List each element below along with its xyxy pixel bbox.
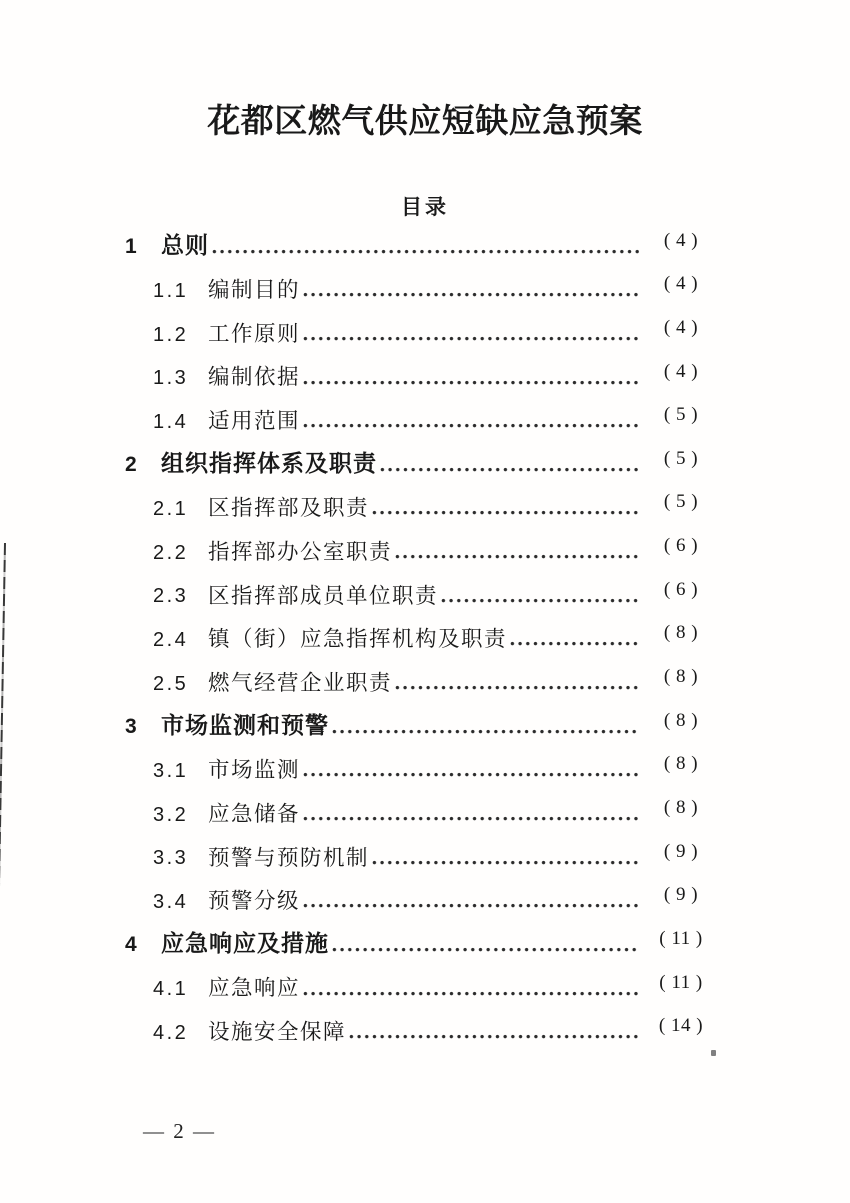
toc-entry xyxy=(125,608,718,652)
toc-entry-page: ( 9 ) xyxy=(663,840,699,862)
dot-leader xyxy=(349,1034,639,1039)
document-title: 花都区燃气供应短缺应急预案 xyxy=(207,104,643,140)
toc-entry xyxy=(125,346,718,390)
toc-entry-page: ( 4 ) xyxy=(663,273,699,295)
toc-entry-title: 预警分级 xyxy=(208,889,301,914)
toc-entry-title: 预警与预防机制 xyxy=(208,845,370,870)
toc-entry-title: 编制目的 xyxy=(208,278,301,303)
dot-leader xyxy=(212,249,639,254)
toc-entry-page: ( 9 ) xyxy=(663,884,699,906)
dot-leader xyxy=(303,292,639,297)
dot-leader xyxy=(303,772,639,777)
toc-entry-number: 1.1 xyxy=(153,279,189,302)
toc-entry-number: 1.2 xyxy=(153,323,189,346)
scan-artifact-line xyxy=(0,543,6,1193)
dot-leader xyxy=(303,816,639,821)
toc-entry xyxy=(125,564,718,608)
toc-entry-title: 镇（街）应急指挥机构及职责 xyxy=(208,627,508,652)
toc-entry xyxy=(125,302,718,346)
toc-entry-title: 市场监测 xyxy=(208,758,301,783)
toc-entry-title: 应急储备 xyxy=(208,801,301,826)
toc-entry-title: 工作原则 xyxy=(208,321,301,346)
toc-entry-number: 3 xyxy=(125,715,137,739)
toc-entry-number: 3.2 xyxy=(153,803,189,826)
toc-entry-page: ( 8 ) xyxy=(663,753,699,775)
toc-entry-page: ( 5 ) xyxy=(663,491,699,513)
dot-leader xyxy=(332,947,639,952)
dot-leader xyxy=(441,598,639,603)
toc-entry-number: 3.1 xyxy=(153,759,189,782)
toc-entry xyxy=(125,695,718,739)
toc-entry-page: ( 11 ) xyxy=(659,971,703,993)
dot-leader xyxy=(372,510,639,515)
toc-entry xyxy=(125,957,718,1001)
toc-entry-title: 组织指挥体系及职责 xyxy=(161,450,377,477)
dot-leader xyxy=(303,903,639,908)
toc-entry xyxy=(125,870,718,914)
toc-entry xyxy=(125,782,718,826)
toc-entry-number: 2 xyxy=(125,453,137,477)
scan-artifact-speck xyxy=(711,1050,716,1056)
toc-entry-number: 4 xyxy=(125,933,137,957)
toc-entry-page: ( 8 ) xyxy=(663,666,699,688)
dot-leader xyxy=(380,467,639,472)
toc-entry-title: 编制依据 xyxy=(208,365,301,390)
toc-entry-number: 2.5 xyxy=(153,672,189,695)
toc-entry-title: 适用范围 xyxy=(208,409,301,434)
toc-entry-title: 设施安全保障 xyxy=(208,1020,347,1045)
toc-entry xyxy=(125,826,718,870)
dot-leader xyxy=(332,729,639,734)
toc-entry-number: 1.4 xyxy=(153,410,189,433)
toc-entry-number: 3.4 xyxy=(153,890,189,913)
toc-entry xyxy=(125,433,718,477)
toc-entry xyxy=(125,1001,718,1045)
dot-leader xyxy=(303,991,639,996)
toc-entry-number: 4.1 xyxy=(153,978,189,1001)
toc-entry-page: ( 8 ) xyxy=(663,622,699,644)
toc-entry-page: ( 8 ) xyxy=(663,796,699,818)
toc-entry-page: ( 11 ) xyxy=(659,927,703,949)
dot-leader xyxy=(303,336,639,341)
toc-entry-page: ( 5 ) xyxy=(663,447,699,469)
toc-entry-number: 2.1 xyxy=(153,498,189,521)
toc-entry-number: 2.3 xyxy=(153,585,189,608)
dot-leader xyxy=(395,685,639,690)
toc-entry-page: ( 14 ) xyxy=(658,1015,704,1037)
toc-entry-page: ( 4 ) xyxy=(663,360,699,382)
toc-entry-number: 4.2 xyxy=(153,1021,189,1044)
toc-entry-title: 指挥部办公室职责 xyxy=(208,540,393,565)
toc-entry-title: 总则 xyxy=(161,231,209,258)
toc-entry xyxy=(125,477,718,521)
toc-list xyxy=(125,215,718,1044)
toc-entry-page: ( 8 ) xyxy=(663,709,699,731)
dot-leader xyxy=(372,860,639,865)
toc-entry-page: ( 5 ) xyxy=(663,404,699,426)
toc-entry-number: 2.2 xyxy=(153,541,189,564)
toc-entry-title: 区指挥部成员单位职责 xyxy=(208,583,439,608)
toc-heading: 目录 xyxy=(401,196,449,219)
toc-entry-title: 区指挥部及职责 xyxy=(208,496,370,521)
toc-entry-number: 1 xyxy=(125,235,137,259)
toc-entry xyxy=(125,651,718,695)
toc-entry xyxy=(125,259,718,303)
toc-entry-page: ( 4 ) xyxy=(663,316,699,338)
toc-entry-page: ( 6 ) xyxy=(663,578,699,600)
toc-entry-title: 应急响应及措施 xyxy=(161,930,329,957)
toc-entry xyxy=(125,520,718,564)
toc-entry-title: 燃气经营企业职责 xyxy=(208,670,393,695)
toc-entry-page: ( 6 ) xyxy=(663,535,699,557)
dot-leader xyxy=(303,380,639,385)
toc-entry-title: 市场监测和预警 xyxy=(161,711,329,738)
toc-entry-page: ( 4 ) xyxy=(663,229,699,251)
toc-entry-number: 3.3 xyxy=(153,847,189,870)
toc-entry xyxy=(125,215,718,259)
page-number-footer: — 2 — xyxy=(143,1119,216,1143)
toc-entry xyxy=(125,390,718,434)
dot-leader xyxy=(303,423,639,428)
toc-entry-number: 1.3 xyxy=(153,367,189,390)
dot-leader xyxy=(395,554,639,559)
dot-leader xyxy=(510,641,639,646)
toc-entry-number: 2.4 xyxy=(153,629,189,652)
toc-entry xyxy=(125,913,718,957)
toc-entry xyxy=(125,739,718,783)
toc-entry-title: 应急响应 xyxy=(208,976,301,1001)
